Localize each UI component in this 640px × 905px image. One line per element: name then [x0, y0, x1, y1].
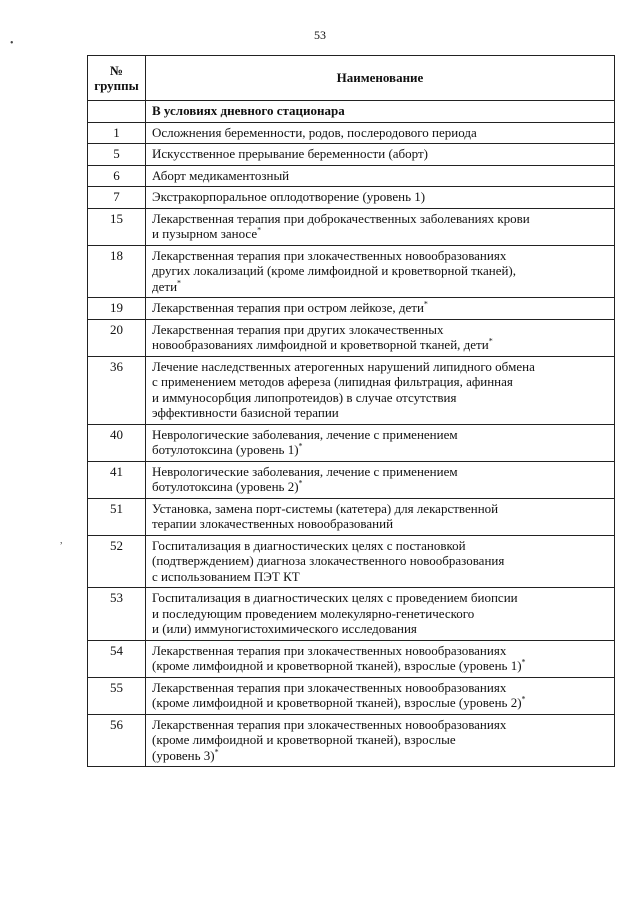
group-number: 40	[88, 424, 146, 461]
group-number: 54	[88, 640, 146, 677]
footnote-mark: *	[488, 336, 493, 346]
group-name-line: и последующим проведением молекулярно-генетического	[152, 605, 475, 621]
table-row	[88, 144, 615, 166]
group-name-line: других локализаций (кроме лимфоидной и кроветворной тканей),	[152, 263, 516, 278]
group-name-line: Неврологические заболевания, лечение с применением	[152, 426, 458, 442]
table-row	[88, 356, 615, 424]
group-name	[146, 165, 615, 187]
group-name	[146, 498, 615, 535]
group-name-line: (подтверждением) диагноза злокачественного новообразования	[152, 553, 505, 568]
group-name-line: Аборт медикаментозный	[152, 167, 290, 183]
group-name	[146, 144, 615, 166]
group-name-line: (кроме лимфоидной и кроветворной тканей), взрослые (уровень 2)*	[152, 694, 526, 710]
margin-mark: •	[10, 38, 14, 49]
footnote-mark: *	[298, 441, 303, 451]
group-name	[146, 187, 615, 209]
group-name-line: Искусственное прерывание беременности (аборт)	[152, 146, 428, 161]
group-name-line: Лекарственная терапия при злокачественных новообразованиях	[152, 247, 507, 263]
header-num-line2: группы	[94, 78, 139, 93]
group-name	[146, 714, 615, 767]
group-number: 52	[88, 535, 146, 588]
table-row	[88, 461, 615, 498]
table-row	[88, 588, 615, 641]
group-name	[146, 319, 615, 356]
table-row	[88, 208, 615, 245]
group-name	[146, 208, 615, 245]
group-number: 55	[88, 677, 146, 714]
group-name-line: (кроме лимфоидной и кроветворной тканей), взрослые	[152, 732, 456, 747]
group-name	[146, 640, 615, 677]
group-name	[146, 424, 615, 461]
group-number: 36	[88, 356, 146, 424]
group-name-line: Неврологические заболевания, лечение с применением	[152, 463, 458, 479]
group-number: 56	[88, 714, 146, 767]
group-name-line: новообразованиях лимфоидной и кроветворной тканей, дети*	[152, 336, 493, 352]
margin-mark: ,	[60, 535, 63, 546]
group-number: 20	[88, 319, 146, 356]
group-name-line: Госпитализация в диагностических целях с проведением биопсии	[152, 590, 518, 605]
table-row	[88, 165, 615, 187]
group-name-line: Лекарственная терапия при злокачественных новообразованиях	[152, 679, 507, 695]
table-row	[88, 498, 615, 535]
footnote-mark: *	[521, 694, 526, 704]
group-number: 7	[88, 187, 146, 209]
footnote-mark: *	[214, 747, 219, 757]
table-row	[88, 535, 615, 588]
group-name-line: Лечение наследственных атерогенных нарушений липидного обмена	[152, 358, 535, 374]
table-row	[88, 245, 615, 298]
section-row	[88, 101, 615, 123]
group-name	[146, 535, 615, 588]
group-name-line: Установка, замена порт-системы (катетера) для лекарственной	[152, 500, 499, 516]
group-name	[146, 356, 615, 424]
group-number: 18	[88, 245, 146, 298]
table-row	[88, 122, 615, 144]
group-name-line: Лекарственная терапия при других злокачественных	[152, 321, 444, 337]
group-name	[146, 298, 615, 320]
group-name-line: Лекарственная терапия при злокачественных новообразованиях	[152, 716, 507, 732]
group-name-line: дети*	[152, 278, 182, 294]
group-name-line: эффективности базисной терапии	[152, 405, 339, 420]
table-row	[88, 714, 615, 767]
group-number: 41	[88, 461, 146, 498]
group-number: 6	[88, 165, 146, 187]
footnote-mark: *	[257, 225, 262, 235]
group-number: 15	[88, 208, 146, 245]
footnote-mark: *	[177, 278, 182, 288]
section-title: В условиях дневного стационара	[146, 101, 615, 123]
group-number: 19	[88, 298, 146, 320]
group-name	[146, 588, 615, 641]
table-row	[88, 424, 615, 461]
group-name-line: и пузырном заносе*	[152, 225, 262, 241]
footnote-mark: *	[423, 299, 428, 309]
group-number: 5	[88, 144, 146, 166]
group-name-line: терапии злокачественных новообразований	[152, 516, 394, 531]
group-number: 53	[88, 588, 146, 641]
group-name	[146, 245, 615, 298]
group-name-line: с использованием ПЭТ КТ	[152, 568, 300, 584]
group-name-line: Госпитализация в диагностических целях с постановкой	[152, 537, 466, 553]
group-name-line: Экстракорпоральное оплодотворение (уровень 1)	[152, 189, 426, 204]
header-num-line1: №	[109, 62, 124, 78]
page-number: 53	[314, 28, 326, 42]
footnote-mark: *	[521, 657, 526, 667]
group-number: 1	[88, 122, 146, 144]
table-header-row	[88, 56, 615, 101]
group-name-line: (кроме лимфоидной и кроветворной тканей), взрослые (уровень 1)*	[152, 657, 526, 673]
groups-table	[87, 55, 615, 767]
group-name-line: Осложнения беременности, родов, послеродового периода	[152, 124, 477, 140]
header-name: Наименование	[146, 56, 615, 101]
group-name	[146, 461, 615, 498]
table-row	[88, 677, 615, 714]
group-name-line: Лекарственная терапия при злокачественных новообразованиях	[152, 642, 507, 658]
group-name-line: ботулотоксина (уровень 1)*	[152, 441, 303, 457]
group-name-line: и иммуносорбция липопротеидов) в случае отсутствия	[152, 389, 457, 405]
group-name-line: с применением методов афереза (липидная фильтрация, афинная	[152, 374, 513, 389]
section-num-cell	[88, 101, 146, 123]
table-row	[88, 187, 615, 209]
group-number: 51	[88, 498, 146, 535]
group-name-line: и (или) иммуногистохимического исследования	[152, 621, 417, 636]
group-name	[146, 677, 615, 714]
table-row	[88, 298, 615, 320]
table-row	[88, 319, 615, 356]
header-group-number	[88, 56, 146, 101]
group-name-line: Лекарственная терапия при остром лейкозе, дети*	[152, 299, 428, 315]
table-row	[88, 640, 615, 677]
group-name-line: Лекарственная терапия при доброкачественных заболеваниях крови	[152, 210, 530, 226]
table-body	[88, 101, 615, 767]
footnote-mark: *	[298, 478, 303, 488]
group-name	[146, 122, 615, 144]
group-name-line: (уровень 3)*	[152, 747, 219, 763]
group-name-line: ботулотоксина (уровень 2)*	[152, 478, 303, 494]
